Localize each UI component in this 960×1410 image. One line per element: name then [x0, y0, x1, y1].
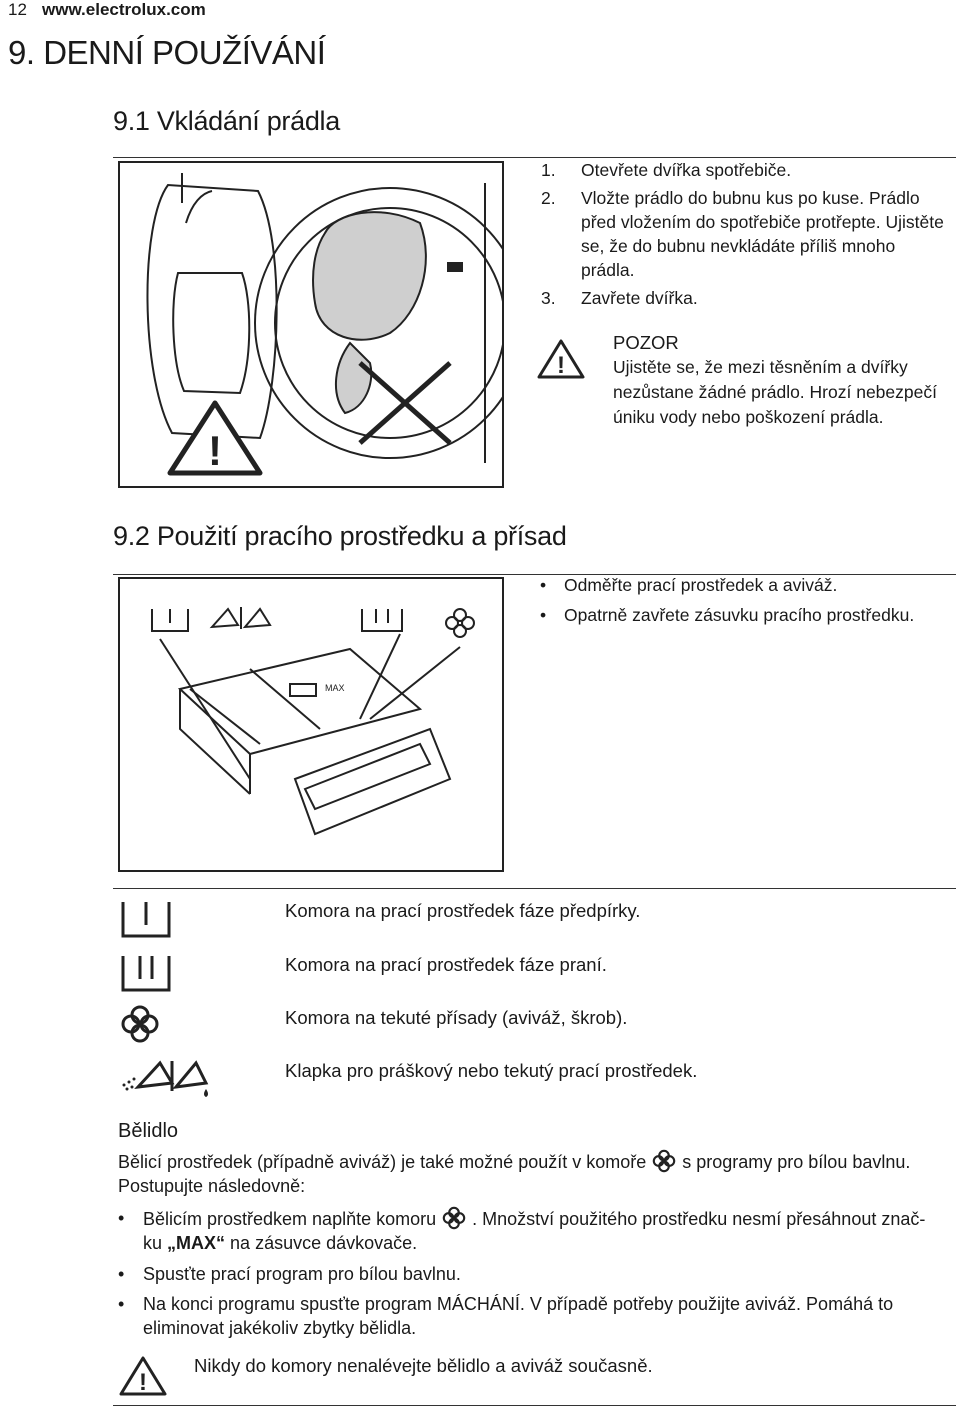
list-item: 1. Otevřete dvířka spotřebiče.: [541, 160, 792, 180]
warning-icon: [170, 403, 260, 474]
washer-door-illustration: [118, 161, 504, 488]
svg-text:!: !: [208, 427, 222, 474]
list-item: • Bělicím prostředkem naplňte komoru . Množství použitého prostředku nesmí přesáhnout znač- ku „MAX“ na zásuvce dávkovače.: [118, 1208, 926, 1253]
page-number: 12: [8, 0, 27, 19]
flower-icon: [442, 1206, 466, 1230]
detergent-drawer-illustration: [118, 577, 504, 872]
list-item: 3. Zavřete dvířka.: [541, 288, 698, 308]
legend-divider: [113, 888, 956, 889]
bleach-warning: Nikdy do komory nenalévejte bělidlo a aviváž současně.: [194, 1355, 653, 1376]
list-item: 2. Vložte prádlo do bubnu kus po kuse. Prádlo před vložením do spotřebiče protřepte. Ujistěte se, že do bubnu nevkládáte příliš mnoho prádla.: [541, 188, 944, 280]
caution-text: Ujistěte se, že mezi těsněním a dvířky nezůstane žádné prádlo. Hrozí nebezpečí úniku vody nebo poškození prádla.: [613, 357, 937, 427]
chapter-title: 9. DENNÍ POUŽÍVÁNÍ: [8, 34, 326, 71]
caution-title: POZOR: [613, 332, 679, 353]
detergent-flap-icon: [118, 1055, 214, 1104]
detergent-bullets: [540, 573, 955, 635]
bleach-title: Bělidlo: [118, 1120, 179, 1142]
list-item: • Na konci programu spusťte program MÁCHÁNÍ. V případě potřeby použijte aviváž. Pomáhá to eliminovat jakékoliv zbytky bělidla.: [118, 1294, 894, 1338]
header-url: www.electrolux.com: [42, 0, 206, 19]
caution-icon: [536, 338, 586, 385]
list-item: • Opatrně zavřete zásuvku pracího prostředku.: [540, 605, 915, 625]
max-mark: „MAX“: [167, 1233, 226, 1253]
legend-text-flap: Klapka pro práškový nebo tekutý prací prostředek.: [285, 1060, 698, 1081]
warning-icon: [118, 1355, 168, 1402]
section-title-detergent: 9.2 Použití pracího prostředku a přísad: [113, 521, 567, 551]
bottom-divider: [113, 1405, 956, 1406]
legend-text-liquid: Komora na tekuté přísady (aviváž, škrob).: [285, 1007, 628, 1028]
bleach-intro: Bělicí prostředek (případně aviváž) je také možné použít v komoře s programy pro bílou bavlnu. Postupujte následovně:: [118, 1149, 958, 1198]
legend-text-prewash: Komora na prací prostředek fáze předpírky.: [285, 900, 641, 921]
svg-text:!: !: [557, 352, 565, 379]
prewash-compartment-icon: [120, 899, 172, 944]
list-item: • Odměřte prací prostředek a aviváž.: [540, 575, 838, 595]
flower-icon: [120, 1004, 160, 1049]
loading-steps: [541, 158, 951, 310]
svg-text:!: !: [139, 1369, 147, 1396]
section-title-loading: 9.1 Vkládání prádla: [113, 106, 340, 136]
flower-icon: [652, 1149, 676, 1173]
legend-text-wash: Komora na prací prostředek fáze praní.: [285, 954, 607, 975]
list-item: • Spusťte prací program pro bílou bavlnu.: [118, 1264, 461, 1284]
drawer-max-label: MAX: [325, 683, 345, 693]
wash-compartment-icon: [120, 953, 172, 998]
